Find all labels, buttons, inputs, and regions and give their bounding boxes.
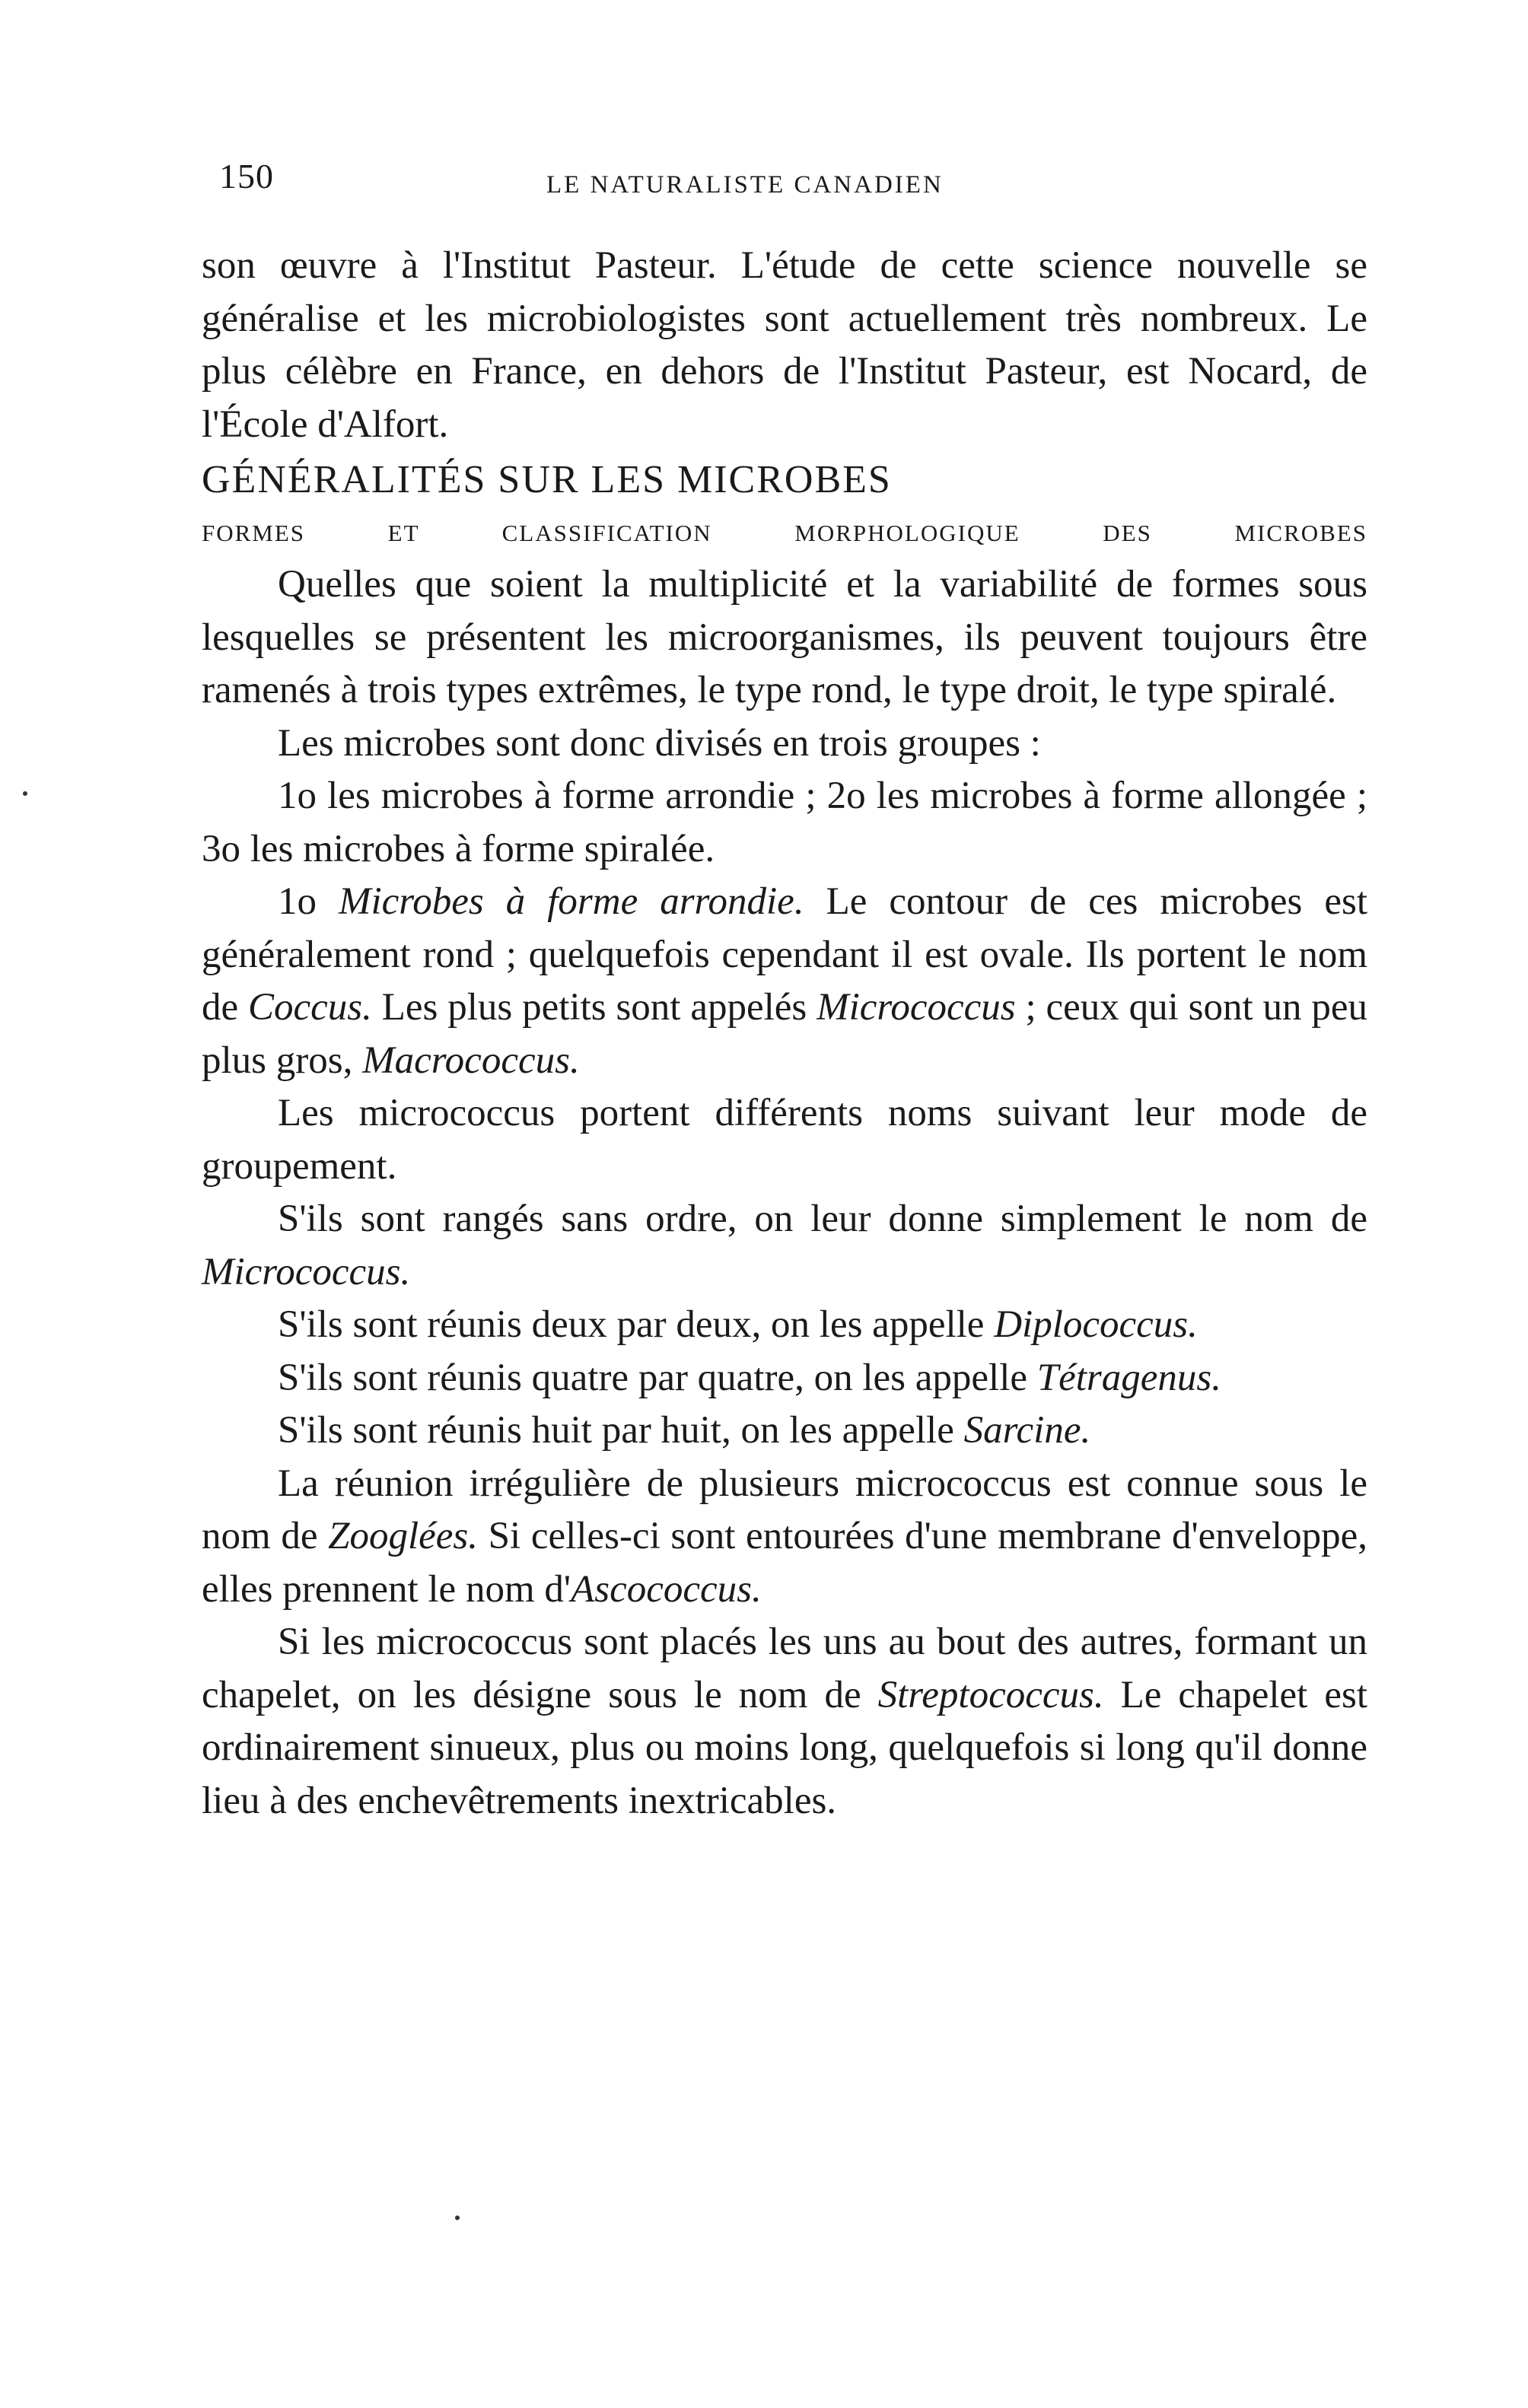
text-run: ; ceux qui sont un peu plus gros,: [202, 986, 1368, 1082]
italic-term: Ascococcus.: [571, 1567, 762, 1611]
italic-term: Tétragenus.: [1036, 1356, 1222, 1399]
paragraph-tetragenus: [202, 1352, 1367, 1405]
opening-paragraph: son œuvre à l'Institut Pasteur. L'étude de cette science nouvelle se généralise et les microbiologistes sont actuellement très nombreux. Le plus célèbre en France, en dehors de l'Institut Pasteur, est Nocard, de l'École d'Alfort.: [202, 244, 1367, 446]
text-run: Si celles-ci sont entourées d'une membrane d'enveloppe, elles prennent le nom d': [202, 1515, 1367, 1611]
text-run: S'ils sont réunis quatre par quatre, on les appelle: [278, 1356, 1037, 1399]
italic-term: Macrococcus.: [362, 1039, 580, 1082]
text-run: 1o: [278, 880, 339, 923]
paragraph: Les microbes sont donc divisés en trois groupes :: [278, 721, 1041, 765]
paragraph: Quelles que soient la multiplicité et la variabilité de formes sous lesquelles se présentent les microorganismes, ils peuvent toujours être ramenés à trois types extrêmes, le type rond, le type droit, le type spiralé.: [202, 563, 1367, 711]
paragraph: Les micrococcus portent différents noms suivant leur mode de groupement.: [202, 1092, 1367, 1188]
italic-term: Micrococcus: [817, 986, 1016, 1029]
paragraph-microbes-arrondie: [202, 876, 1367, 1087]
paragraph: 1o les microbes à forme arrondie ; 2o les microbes à forme allongée ; 3o les microbes à forme spiralée.: [202, 775, 1367, 870]
italic-term: Micrococcus.: [202, 1250, 411, 1293]
text-run: Le chapelet est ordinairement sinueux, plus ou moins long, quelquefois si long qu'il donne lieu à des enchevêtrements inextricables.: [202, 1673, 1367, 1822]
paragraph-zooglees: [202, 1458, 1367, 1617]
print-speck: [23, 791, 27, 796]
section-subtitle: FORMES ET CLASSIFICATION MORPHOLOGIQUE DES MICROBES: [202, 520, 1367, 546]
italic-term: Sarcine.: [963, 1409, 1091, 1452]
italic-term: Diplococcus.: [994, 1303, 1198, 1346]
paragraph-streptococcus: [202, 1616, 1367, 1827]
italic-term: Zooglées.: [328, 1515, 479, 1557]
running-head: LE NATURALISTE CANADIEN: [546, 171, 944, 199]
text-run: La réunion irrégulière de plusieurs micrococcus est connue sous le nom de: [202, 1462, 1367, 1557]
paragraph-diplococcus: [202, 1299, 1367, 1352]
print-speck: [455, 2216, 460, 2220]
text-run: Si les micrococcus sont placés les uns au bout des autres, formant un chapelet, on les désigne sous le nom de: [202, 1621, 1367, 1716]
text-run: Le contour de ces microbes est généralement rond ; quelquefois cependant il est ovale. Ils portent le nom de: [202, 880, 1367, 1029]
section-title: GÉNÉRALITÉS SUR LES MICROBES: [202, 458, 892, 501]
text-run: S'ils sont rangés sans ordre, on leur donne simplement le nom de: [278, 1198, 1367, 1240]
italic-term: Coccus.: [248, 986, 372, 1029]
page-number: 150: [219, 157, 274, 196]
page-header: [219, 156, 1361, 217]
text-run: S'ils sont réunis deux par deux, on les appelle: [278, 1303, 995, 1346]
italic-term: Streptococcus.: [877, 1673, 1104, 1716]
body-text: [202, 240, 1367, 1827]
text-run: S'ils sont réunis huit par huit, on les appelle: [278, 1409, 964, 1452]
paragraph-micrococcus: [202, 1193, 1367, 1299]
paragraph-sarcine: [202, 1404, 1367, 1458]
text-run: Les plus petits sont appelés: [371, 986, 817, 1029]
italic-term: Microbes à forme arrondie.: [339, 880, 804, 923]
